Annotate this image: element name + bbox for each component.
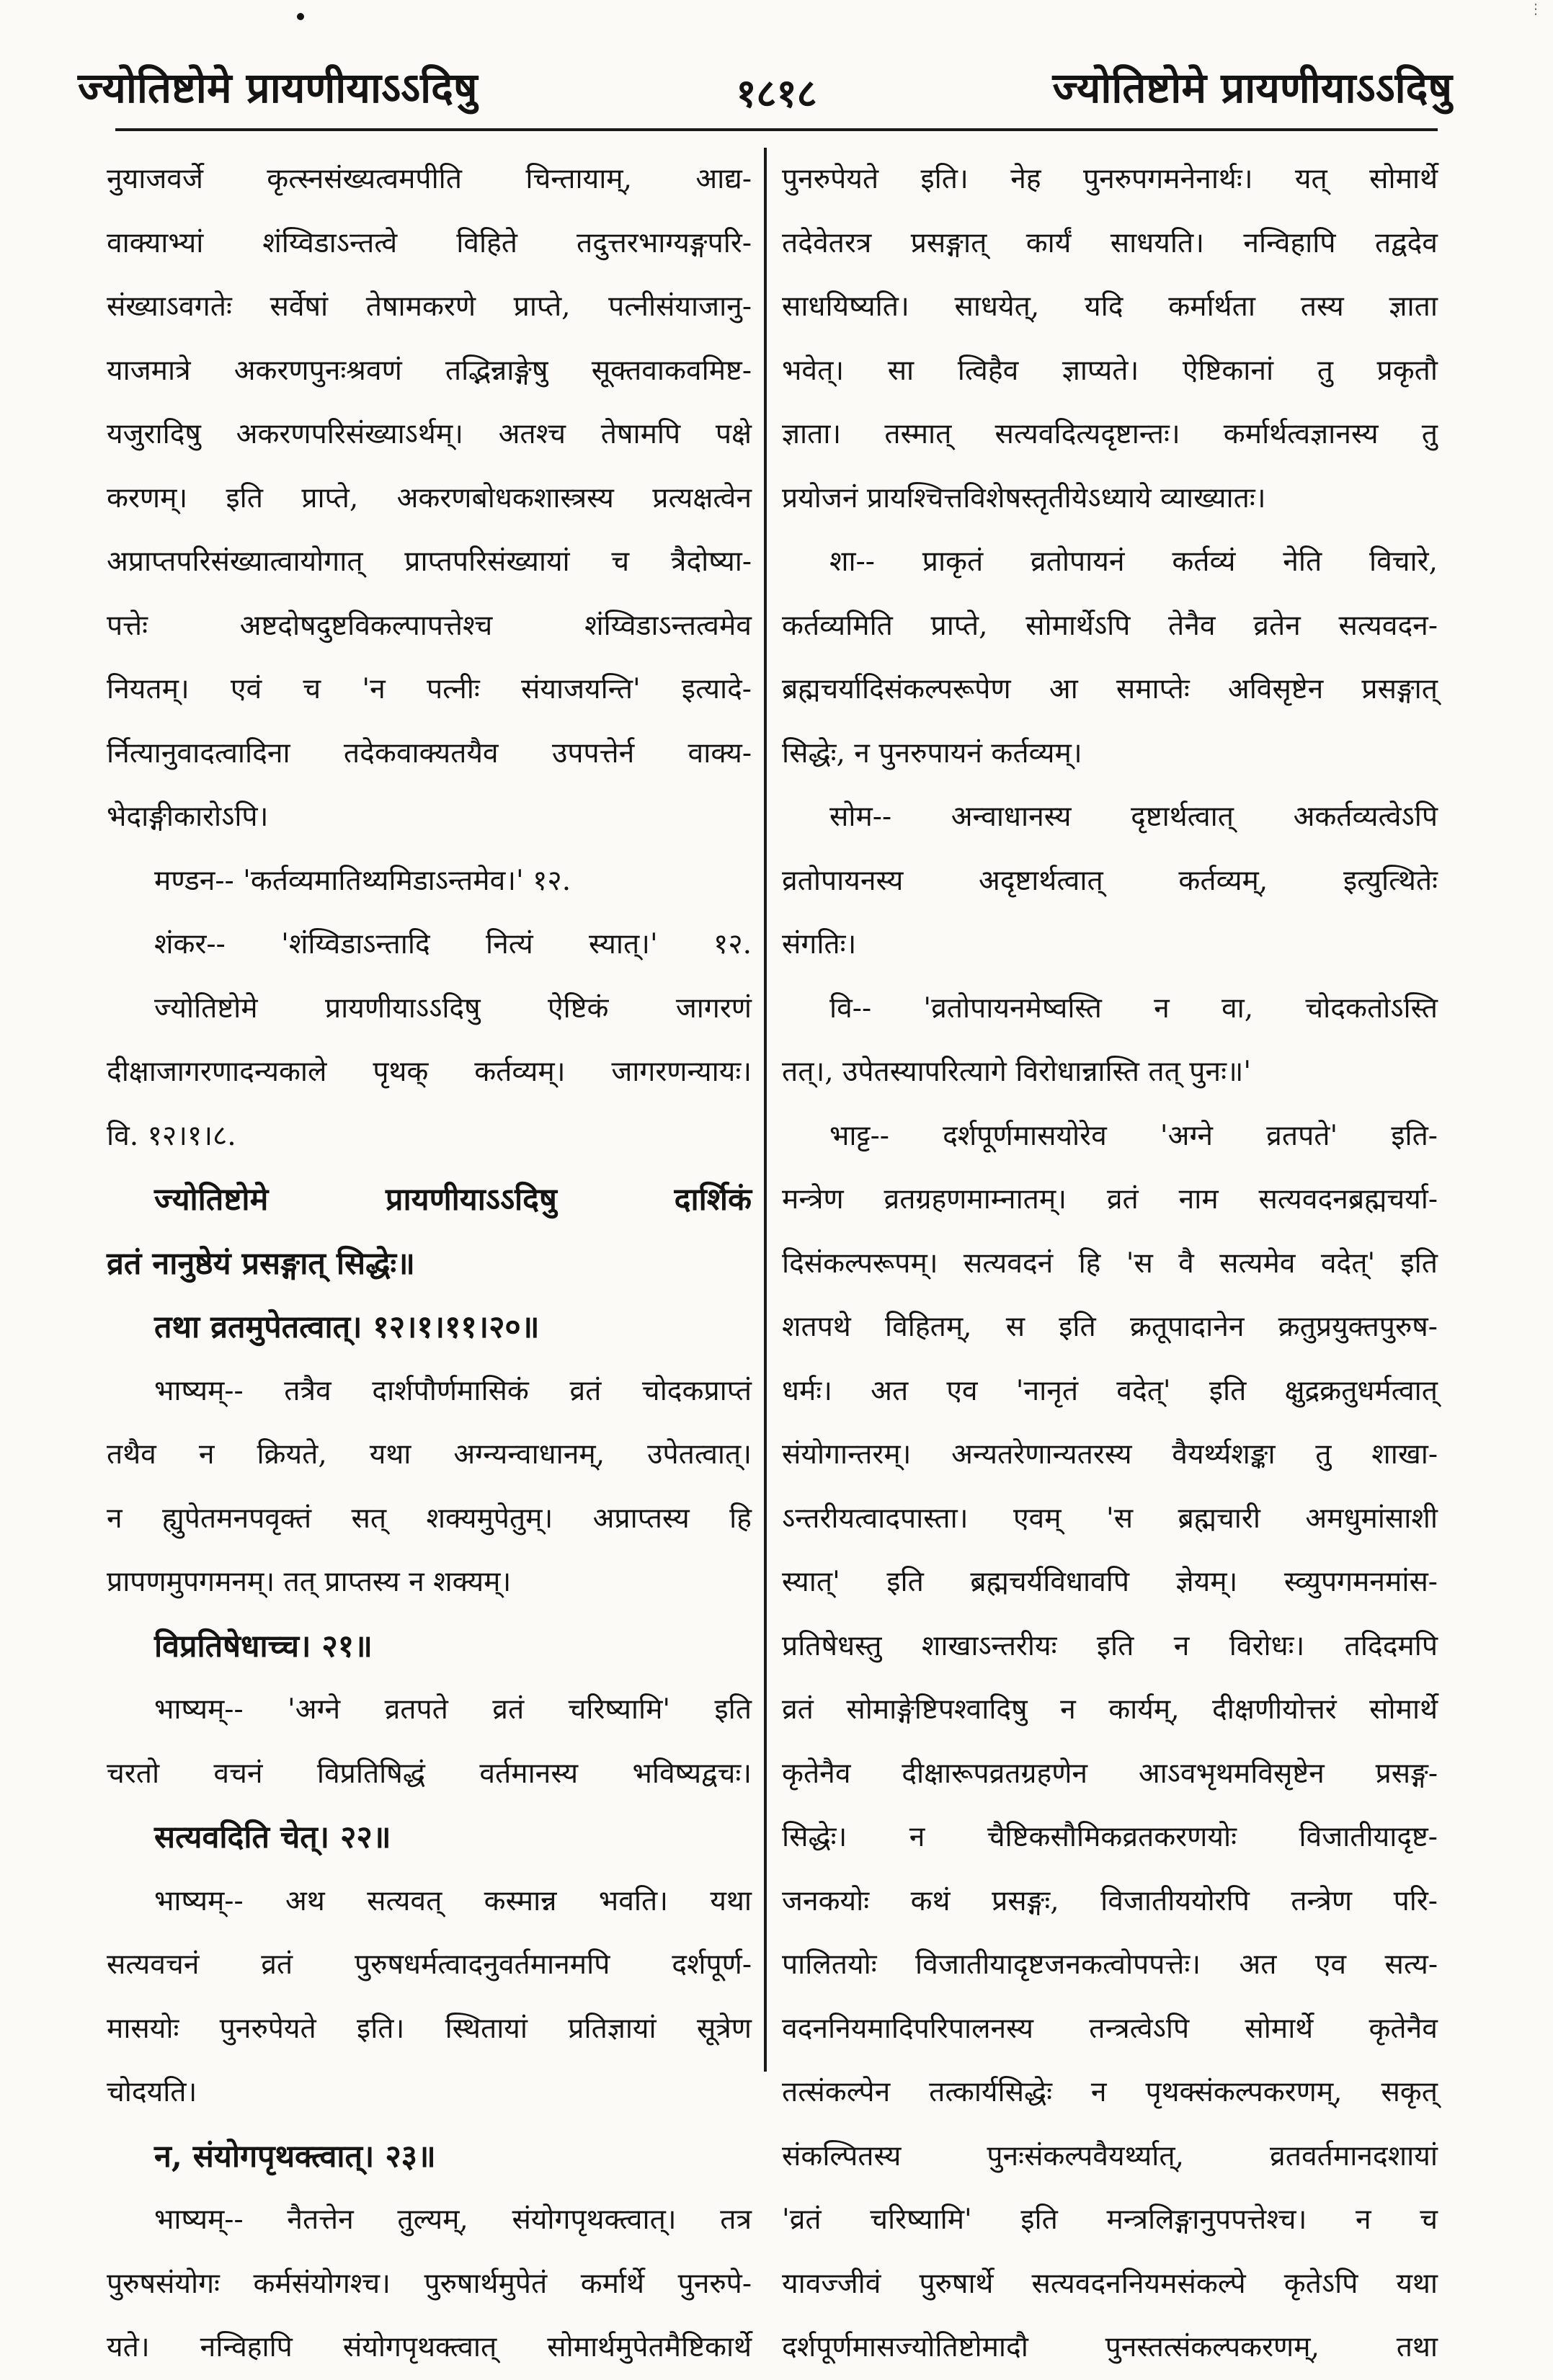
text-line: प्रयोजनं प्रायश्चित्तविशेषस्तृतीयेऽध्याये व्याख्यातः। — [782, 481, 1266, 514]
text-line: भाष्यम्-- नैतत्तेन तुल्यम्, संयोगपृथक्त्वात्। तत्र — [154, 2203, 752, 2236]
text-line: करणम्। इति प्राप्ते, अकरणबोधकशास्त्रस्य प्रत्यक्षत्वेन — [107, 481, 752, 514]
text-line: सत्यवदिति चेत्। २२॥ — [154, 1819, 391, 1855]
text-line: व्रतोपायनस्य अदृष्टार्थत्वात् कर्तव्यम्, इत्युत्थितेः — [782, 864, 1438, 897]
text-line: कृतेनैव दीक्षारूपव्रतग्रहणेन आऽवभृथमविसृष्टेन प्रसङ्ग- — [782, 1757, 1438, 1790]
text-line: दिसंकल्परूपम्। सत्यवदनं हि 'स वै सत्यमेव वदेत्' इति — [782, 1247, 1438, 1280]
text-line: पत्तेः अष्टदोषदुष्टविकल्पापत्तेश्च शंय्विडाऽन्तत्वमेव — [107, 609, 752, 642]
running-title-left: ज्योतिष्टोमे प्रायणीयाऽऽदिषु — [78, 63, 478, 112]
text-line: पालितयोः विजातीयादृष्टजनकत्वोपपत्तेः। अत एव सत्य- — [782, 1948, 1438, 1981]
text-line: 'व्रतं चरिष्यामि' इति मन्त्रलिङ्गानुपपत्तेश्च। न च — [782, 2203, 1438, 2236]
text-line: सत्यवचनं व्रतं पुरुषधर्मत्वादनुवर्तमानमपि दर्शपूर्ण- — [107, 1948, 752, 1981]
text-line: दर्शपूर्णमासज्योतिष्टोमादौ पुनस्तत्संकल्पकरणम्, तथा — [782, 2331, 1438, 2363]
text-line: स्यात्' इति ब्रह्मचर्यविधावपि ज्ञेयम्। स्व्युपगमनमांस- — [782, 1566, 1438, 1598]
text-line: तत्संकल्पेन तत्कार्यसिद्धेः न पृथक्संकल्पकरणम्, सकृत् — [782, 2076, 1438, 2108]
text-line: पुनरुपेयते इति। नेह पुनरुपगमनेनार्थः। यत् सोमार्थे — [782, 163, 1438, 195]
text-line: वदननियमादिपरिपालनस्य तन्त्रत्वेऽपि सोमार्थे कृतेनैव — [782, 2012, 1438, 2045]
text-line: र्नित्यानुवादत्वादिना तदेकवाक्यतयैव उपपत्तेर्न वाक्य- — [107, 736, 752, 770]
text-line: साधयिष्यति। साधयेत्, यदि कर्मार्थता तस्य ज्ञाता — [782, 290, 1438, 323]
text-line: ज्ञाता। तस्मात् सत्यवदित्यदृष्टान्तः। कर्मार्थत्वज्ञानस्य तु — [782, 418, 1438, 450]
text-line: याजमात्रे अकरणपुनःश्रवणं तद्भिन्नाङ्गेषु सूक्तवाकवमिष्ट- — [107, 354, 752, 387]
right-column — [782, 148, 1438, 2363]
text-line: ज्योतिष्टोमे प्रायणीयाऽऽदिषु दार्शिकं — [154, 1182, 752, 1218]
text-line: संगतिः। — [782, 928, 857, 961]
text-line: नुयाजवर्जे कृत्स्नसंख्यत्वमपीति चिन्तायाम्, आद्य- — [107, 163, 752, 195]
text-line: सोम-- अन्वाधानस्य दृष्टार्थत्वात् अकर्तव्यत्वेऽपि — [829, 801, 1438, 833]
text-line: शतपथे विहितम्, स इति क्रतूपादानेन क्रतुप्रयुक्तपुरुष- — [782, 1311, 1438, 1343]
text-line: संख्याऽवगतेः सर्वेषां तेषामकरणे प्राप्ते, पत्नीसंयाजानु- — [107, 290, 752, 323]
text-line: नियतम्। एवं च 'न पत्नीः संयाजयन्ति' इत्यादे- — [107, 673, 752, 705]
text-line: वि. १२।१।८. — [107, 1119, 236, 1152]
text-line: चरतो वचनं विप्रतिषिद्धं वर्तमानस्य भविष्यद्वचः। — [107, 1757, 752, 1790]
text-line: यावज्जीवं पुरुषार्थे सत्यवदननियमसंकल्पे कृतेऽपि यथा — [782, 2267, 1438, 2300]
text-line: भाष्यम्-- 'अग्ने व्रतपते व्रतं चरिष्यामि' इति — [154, 1693, 752, 1726]
ink-dot — [297, 13, 304, 20]
page-header — [0, 43, 1553, 130]
text-line: तथा व्रतमुपेतत्वात्। १२।१।११।२०॥ — [154, 1309, 540, 1345]
text-line: संकल्पितस्य पुनःसंकल्पवैयर्थ्यात्, व्रतवर्तमानदशायां — [782, 2139, 1438, 2172]
margin-specks: ⋮ — [1528, 0, 1543, 17]
text-line: ब्रह्मचर्यादिसंकल्परूपेण आ समाप्तेः अविसृष्टेन प्रसङ्गात् — [782, 673, 1438, 705]
text-line: भाष्यम्-- अथ सत्यवत् कस्मान्न भवति। यथा — [154, 1884, 752, 1917]
text-line: भवेत्। सा त्विहैव ज्ञाप्यते। ऐष्टिकानां तु प्रकृतौ — [782, 354, 1438, 387]
text-line: कर्तव्यमिति प्राप्ते, सोमार्थेऽपि तेनैव व्रतेन सत्यवदन- — [782, 609, 1438, 642]
text-line: तत्।, उपेतस्यापरित्यागे विरोधान्नास्ति तत् पुनः॥' — [782, 1056, 1252, 1088]
header-rule — [115, 128, 1438, 131]
text-line: तथैव न क्रियते, यथा अग्न्यन्वाधानम्, उपेतत्वात्। — [107, 1438, 752, 1471]
text-line: व्रतं सोमाङ्गेष्टिपश्वादिषु न कार्यम्, दीक्षणीयोत्तरं सोमार्थे — [782, 1693, 1438, 1726]
text-line: सिद्धेः, न पुनरुपायनं कर्तव्यम्। — [782, 736, 1082, 770]
text-line: दीक्षाजागरणादन्यकाले पृथक् कर्तव्यम्। जागरणन्यायः। — [107, 1056, 752, 1088]
text-line: भाट्ट-- दर्शपूर्णमासयोरेव 'अग्ने व्रतपते' इति- — [829, 1119, 1438, 1152]
text-line: प्रापणमुपगमनम्। तत् प्राप्तस्य न शक्यम्। — [107, 1566, 512, 1598]
text-line: भेदाङ्गीकारोऽपि। — [107, 801, 269, 833]
text-line: चोदयति। — [107, 2076, 197, 2108]
column-divider — [764, 148, 767, 2072]
text-line: ऽन्तरीयत्वादपास्ता। एवम् 'स ब्रह्मचारी अमधुमांसाशी — [782, 1502, 1438, 1535]
text-line: मासयोः पुनरुपेयते इति। स्थितायां प्रतिज्ञायां सूत्रेण — [107, 2012, 752, 2045]
text-line: सिद्धेः। न चैष्टिकसौमिकव्रतकरणयोः विजातीयादृष्ट- — [782, 1821, 1438, 1853]
text-line: ज्योतिष्टोमे प्रायणीयाऽऽदिषु ऐष्टिकं जागरणं — [154, 991, 752, 1025]
text-line: न, संयोगपृथक्त्वात्। २३॥ — [154, 2138, 436, 2175]
text-line: वाक्याभ्यां शंय्विडाऽन्तत्वे विहिते तदुत्तरभाग्यङ्गपरि- — [107, 226, 752, 259]
left-column — [107, 148, 752, 2363]
text-line: धर्मः। अत एव 'नानृतं वदेत्' इति क्षुद्रक्रतुधर्मत्वात् — [782, 1374, 1438, 1407]
text-line: भाष्यम्-- तत्रैव दार्शपौर्णमासिकं व्रतं चोदकप्राप्तं — [154, 1374, 752, 1407]
text-line: शंकर-- 'शंय्विडाऽन्तादि नित्यं स्यात्।' १२. — [154, 928, 752, 961]
text-line: न ह्युपेतमनपवृक्तं सत् शक्यमुपेतुम्। अप्राप्तस्य हि — [107, 1502, 752, 1535]
text-line: प्रतिषेधस्तु शाखाऽन्तरीयः इति न विरोधः। तदिदमपि — [782, 1629, 1438, 1662]
text-line: वि-- 'व्रतोपायनमेष्वस्ति न वा, चोदकतोऽस्ति — [829, 991, 1438, 1025]
text-line: यजुरादिषु अकरणपरिसंख्याऽर्थम्। अतश्च तेषामपि पक्षे — [107, 418, 752, 450]
running-title-right: ज्योतिष्टोमे प्रायणीयाऽऽदिषु — [1052, 63, 1452, 112]
text-line: संयोगान्तरम्। अन्यतरेणान्यतरस्य वैयर्थ्यशङ्का तु शाखा- — [782, 1438, 1438, 1471]
text-line: मण्डन-- 'कर्तव्यमातिथ्यमिडाऽन्तमेव।' १२. — [154, 864, 571, 897]
text-line: यते। नन्विहापि संयोगपृथक्त्वात् सोमार्थमुपेतमैष्टिकार्थे — [107, 2331, 752, 2363]
text-line: तदेवेतरत्र प्रसङ्गात् कार्यं साधयति। नन्विहापि तद्वदेव — [782, 226, 1438, 259]
text-line: पुरुषसंयोगः कर्मसंयोगश्च। पुरुषार्थमुपेतं कर्मार्थे पुनरुपे- — [107, 2267, 752, 2300]
text-line: व्रतं नानुष्ठेयं प्रसङ्गात् सिद्धेः॥ — [107, 1245, 415, 1282]
text-line: अप्राप्तपरिसंख्यात्वायोगात् प्राप्तपरिसंख्यायां च त्रैदोष्या- — [107, 545, 752, 578]
text-line: विप्रतिषेधाच्च। २१॥ — [154, 1628, 373, 1664]
text-line: शा-- प्राकृतं व्रतोपायनं कर्तव्यं नेति विचारे, — [829, 545, 1438, 578]
text-line: मन्त्रेण व्रतग्रहणमाम्नातम्। व्रतं नाम सत्यवदनब्रह्मचर्या- — [782, 1183, 1438, 1216]
text-line: जनकयोः कथं प्रसङ्गः, विजातीययोरपि तन्त्रेण परि- — [782, 1884, 1438, 1917]
page-number: १८१८ — [736, 70, 817, 116]
